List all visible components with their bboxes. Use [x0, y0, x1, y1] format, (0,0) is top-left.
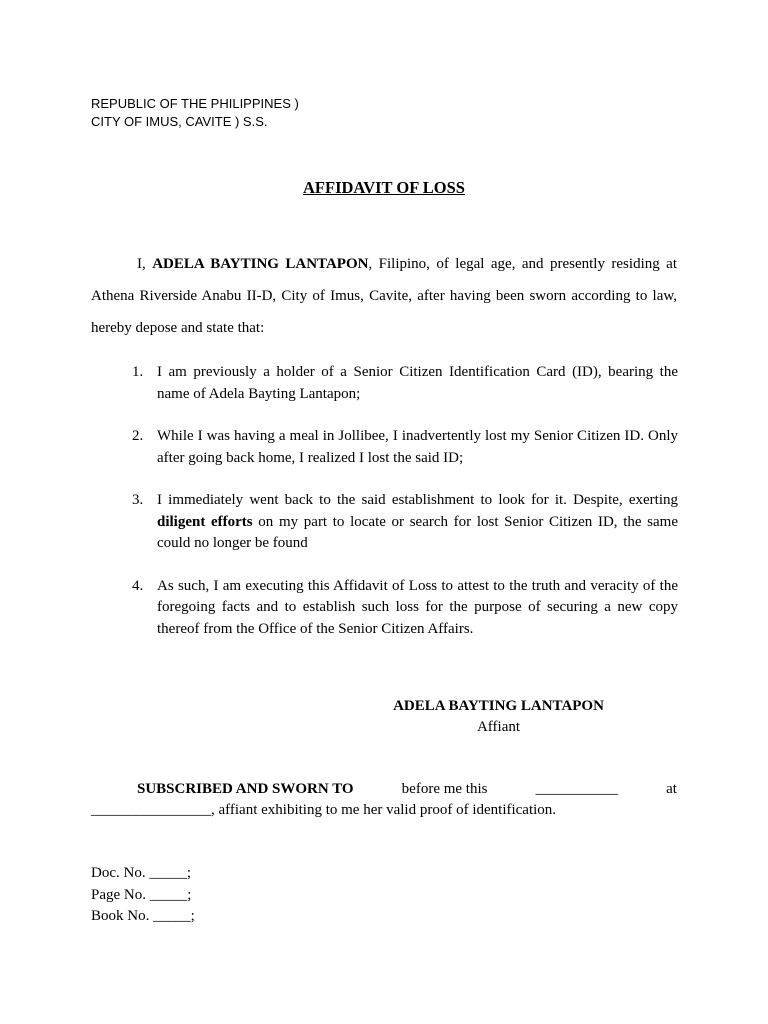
- jurat-rest: , affiant exhibiting to me her valid proof of identification.: [211, 802, 557, 818]
- venue-republic: REPUBLIC OF THE PHILIPPINES ): [91, 96, 299, 111]
- statement-list: [130, 362, 678, 640]
- jurat-line-1: [91, 779, 677, 800]
- document-title: AFFIDAVIT OF LOSS: [303, 178, 465, 197]
- item-number: 2.: [132, 428, 144, 444]
- item-text: [157, 492, 678, 551]
- intro-paragraph: [91, 248, 677, 344]
- jurat-block: [91, 779, 677, 821]
- venue-block: [91, 95, 299, 131]
- signature-block: [340, 696, 657, 738]
- list-item: [130, 362, 678, 405]
- jurat-date-blank: ___________: [535, 781, 619, 797]
- item-text: As such, I am executing this Affidavit of Loss to attest to the truth and veracity of the foregoing facts and to establish such loss for the purpose of securing a new copy thereof from the Office of the Senior Citizen Affairs.: [157, 577, 678, 637]
- jurat-at: at: [666, 781, 677, 797]
- signature-role: Affiant: [476, 719, 521, 735]
- book-number: Book No. _____;: [91, 908, 195, 924]
- list-item: [130, 426, 678, 469]
- item-text-after: on my part to locate or search for lost Senior Citizen ID, the same could no longer be found: [157, 513, 678, 551]
- item-text: I am previously a holder of a Senior Citizen Identification Card (ID), bearing the name of Adela Bayting Lantapon;: [157, 364, 678, 402]
- item-text: While I was having a meal in Jollibee, I inadvertently lost my Senior Citizen ID. Only after going back home, I realized I lost the said ID;: [157, 428, 678, 466]
- affiant-name: ADELA BAYTING LANTAPON: [152, 256, 369, 272]
- list-item: [130, 490, 678, 555]
- item-number: 3.: [132, 492, 144, 508]
- item-number: 1.: [132, 364, 144, 380]
- intro-opening: I,: [137, 256, 153, 272]
- doc-number: Doc. No. _____;: [91, 865, 191, 881]
- jurat-subscribed: SUBSCRIBED AND SWORN TO: [137, 781, 354, 797]
- intro-text: , Filipino, of legal age, and presently residing at Athena Riverside Anabu II-D, City of Imus, Cavite, after having been sworn according to law, hereby depose and state that:: [91, 256, 678, 336]
- venue-city: CITY OF IMUS, CAVITE ) S.S.: [91, 114, 268, 129]
- item-emphasis: diligent efforts: [157, 513, 253, 530]
- notarial-register: [91, 863, 195, 928]
- signature-name: ADELA BAYTING LANTAPON: [393, 698, 604, 714]
- item-number: 4.: [132, 577, 144, 594]
- page-number: Page No. _____;: [91, 886, 192, 903]
- jurat-line-2: [91, 800, 677, 821]
- list-item: [130, 576, 678, 641]
- item-text-before: I immediately went back to the said establishment to look for it. Despite, exerting: [157, 492, 678, 508]
- jurat-place-blank: ________________: [91, 802, 211, 818]
- jurat-before: before me this: [401, 781, 488, 797]
